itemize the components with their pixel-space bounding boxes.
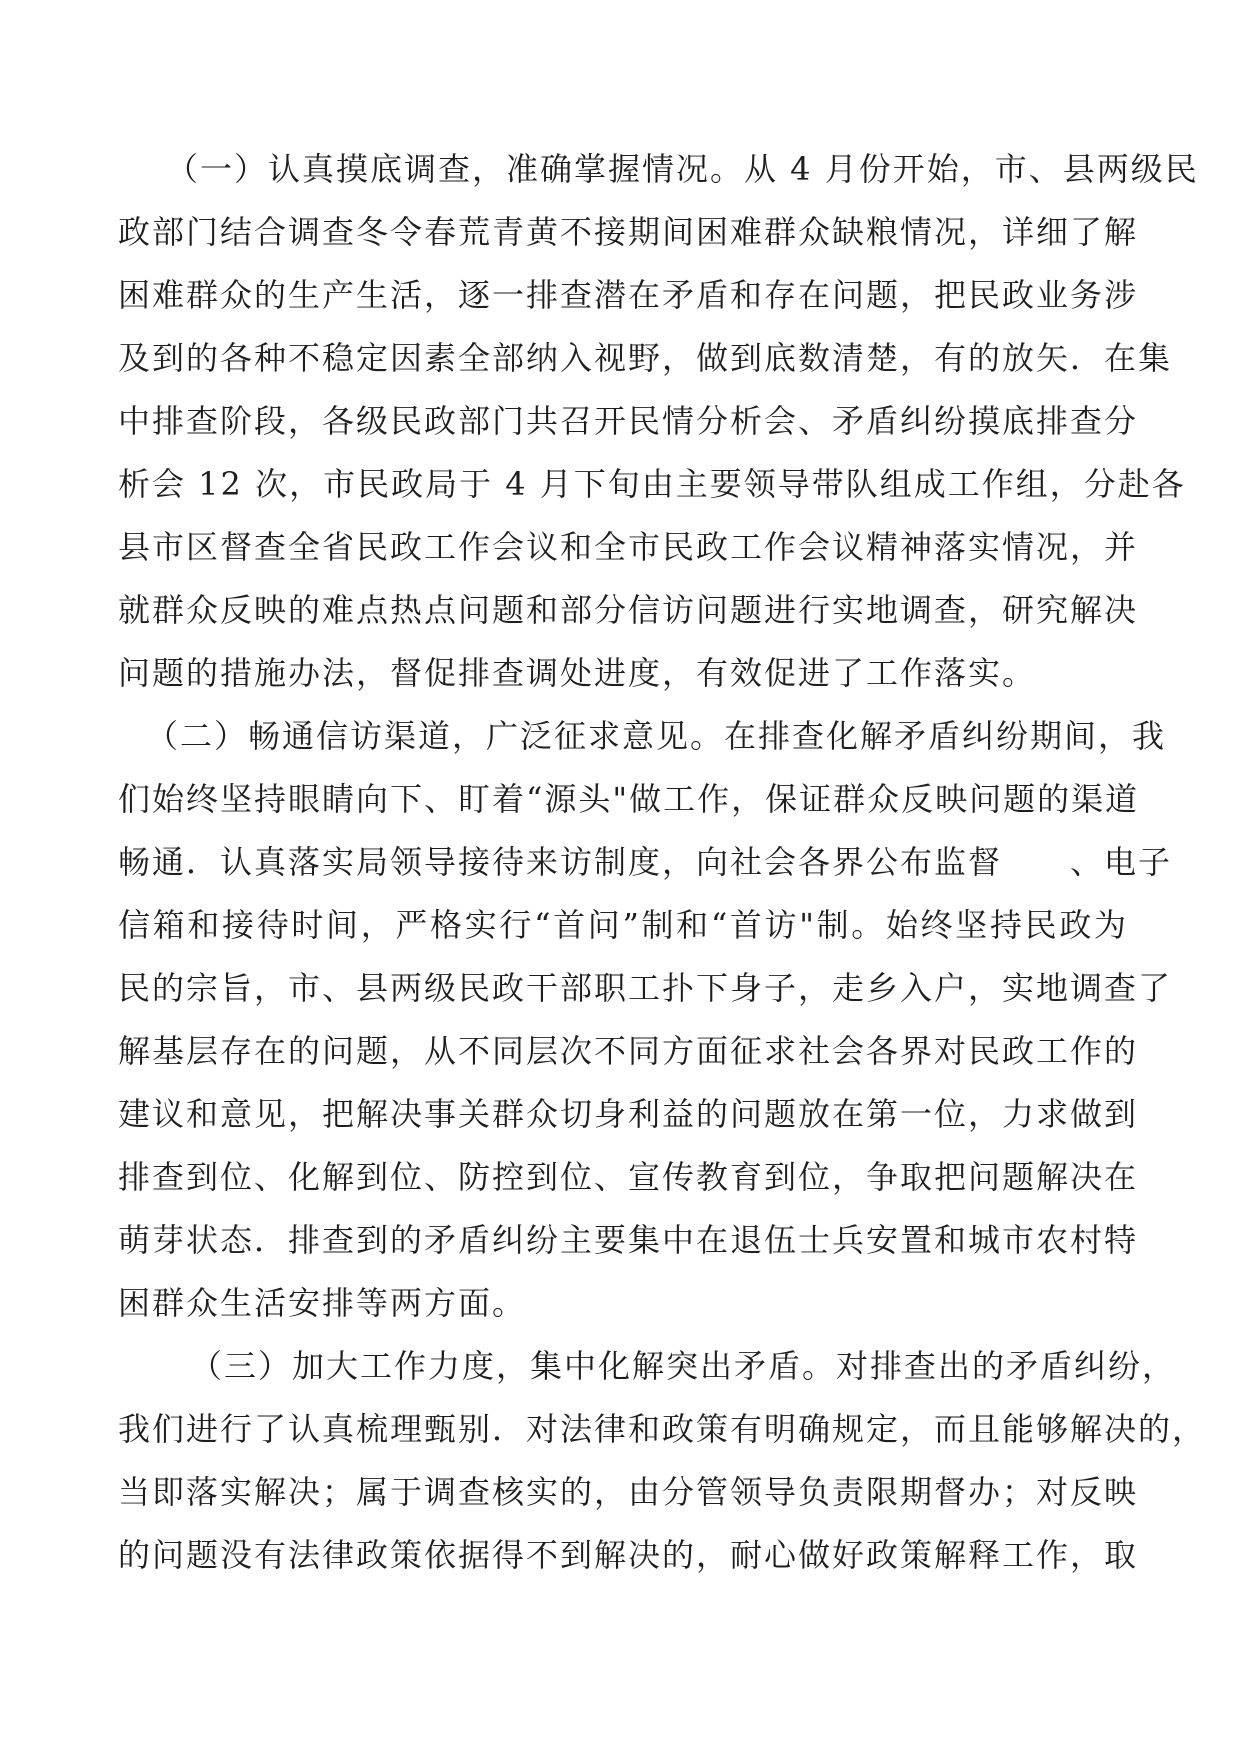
- text-line: 析会 12 次，市民政局于 4 月下旬由主要领导带队组成工作组，分赴各: [118, 465, 1186, 503]
- text-line: 问题的措施办法，督促排查调处进度，有效促进了工作落实。: [118, 654, 1037, 692]
- paragraph-2: [118, 705, 1173, 1335]
- text-line: 民的宗旨，市、县两级民政干部职工扑下身子，走乡入户，实地调查了: [118, 969, 1173, 1007]
- text-line: 信箱和接待时间，严格实行“首问”制和“首访"制。始终坚持民政为: [118, 906, 1128, 944]
- text-line: 我们进行了认真梳理甄别．对法律和政策有明确规定，而且能够解决的，: [118, 1410, 1207, 1448]
- text-line: 排查到位、化解到位、防控到位、宣传教育到位，争取把问题解决在: [118, 1158, 1139, 1196]
- text-line: 萌芽状态．排查到的矛盾纠纷主要集中在退伍士兵安置和城市农村特: [118, 1221, 1139, 1259]
- text-line: （三）加大工作力度，集中化解突出矛盾。对排查出的矛盾纠纷，: [190, 1347, 1177, 1385]
- text-line: 畅通．认真落实局领导接待来访制度，向社会各界公布监督 、电子: [118, 843, 1173, 881]
- text-line: 建议和意见，把解决事关群众切身利益的问题放在第一位，力求做到: [118, 1095, 1139, 1133]
- text-line: 困群众生活安排等两方面。: [118, 1284, 527, 1322]
- text-line: 解基层存在的问题，从不同层次不同方面征求社会各界对民政工作的: [118, 1032, 1139, 1070]
- text-line: 及到的各种不稳定因素全部纳入视野，做到底数清楚，有的放矢．在集: [118, 339, 1173, 377]
- text-line: 困难群众的生产生活，逐一排查潜在矛盾和存在问题，把民政业务涉: [118, 276, 1139, 314]
- text-line: （二）畅通信访渠道，广泛征求意见。在排查化解矛盾纠纷期间，我: [146, 717, 1167, 755]
- text-line: 县市区督查全省民政工作会议和全市民政工作会议精神落实情况，并: [118, 528, 1139, 566]
- text-line: 们始终坚持眼睛向下、盯着“源头"做工作，保证群众反映问题的渠道: [118, 780, 1140, 818]
- text-line: 政部门结合调查冬令春荒青黄不接期间困难群众缺粮情况，详细了解: [118, 213, 1139, 251]
- text-line: 当即落实解决；属于调查核实的，由分管领导负责限期督办；对反映: [118, 1473, 1139, 1511]
- text-line: 中排查阶段，各级民政部门共召开民情分析会、矛盾纠纷摸底排查分: [118, 402, 1139, 440]
- text-line: （一）认真摸底调查，准确掌握情况。从 4 月份开始，市、县两级民: [166, 150, 1199, 188]
- text-line: 就群众反映的难点热点问题和部分信访问题进行实地调查，研究解决: [118, 591, 1139, 629]
- paragraph-3: [118, 1335, 1207, 1587]
- paragraph-1: [118, 138, 1199, 705]
- text-line: 的问题没有法律政策依据得不到解决的，耐心做好政策解释工作，取: [118, 1536, 1139, 1574]
- document-body: [118, 138, 1207, 1587]
